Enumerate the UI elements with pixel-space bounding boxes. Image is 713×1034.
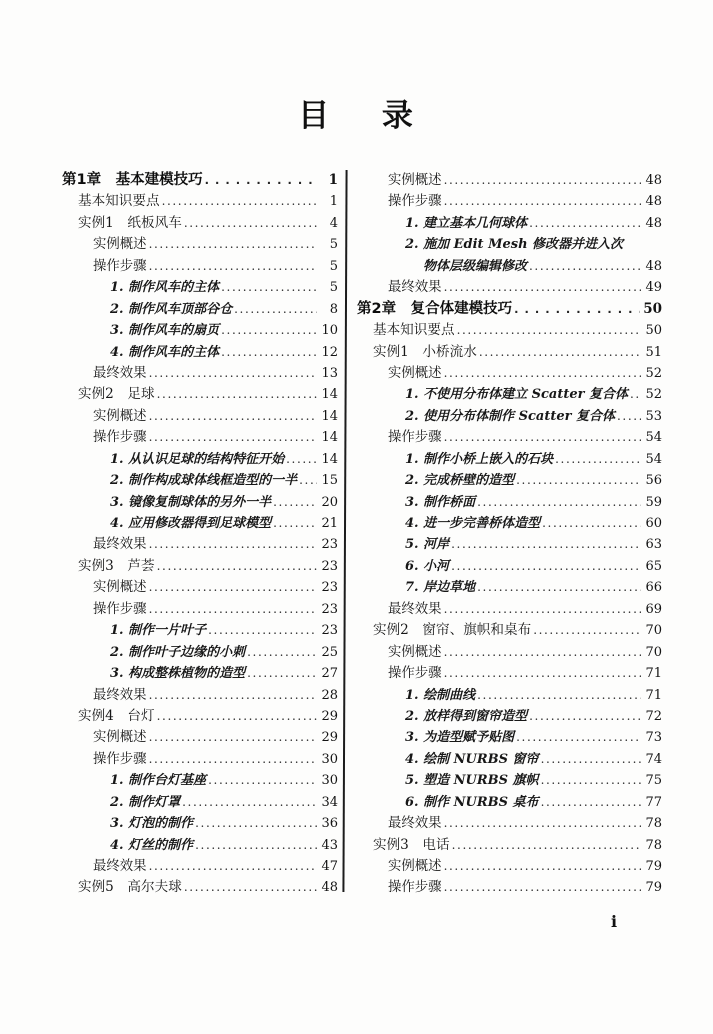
- toc-entry: [357, 427, 662, 448]
- toc-entry: [62, 770, 338, 791]
- toc-entry-title: 实例1 小桥流水: [373, 343, 477, 360]
- dot-leader: [630, 384, 641, 405]
- toc-entry-title: 1. 制作一片叶子: [110, 623, 207, 639]
- dot-leader: [149, 685, 317, 706]
- toc-entry-title: 2. 制作叶子边缘的小刺: [110, 644, 246, 660]
- dot-leader: [149, 599, 317, 620]
- dot-leader: [533, 620, 641, 641]
- dot-leader: [477, 492, 641, 513]
- toc-entry-title: 2. 完成桥壁的造型: [405, 473, 515, 489]
- dot-leader: [149, 534, 317, 555]
- toc-entry-page: 77: [645, 794, 662, 810]
- dot-leader: [149, 856, 317, 877]
- toc-entry-page: 30: [321, 751, 338, 767]
- dot-leader: [452, 835, 641, 856]
- toc-entry-page: 29: [321, 730, 338, 746]
- toc-entry: [62, 470, 338, 491]
- toc-entry-page: 20: [321, 494, 338, 510]
- toc-entry: [357, 234, 662, 255]
- toc-entry-title: 最终效果: [93, 859, 147, 874]
- dot-leader: [477, 577, 641, 598]
- toc-entry-page: 56: [645, 473, 662, 489]
- toc-entry-title: 2. 制作灯罩: [110, 794, 181, 810]
- toc-entry-title: 实例概述: [93, 408, 147, 424]
- toc-entry-page: 1: [328, 172, 338, 188]
- toc-entry: [357, 449, 662, 470]
- toc-entry: [357, 384, 662, 405]
- toc-entry: [357, 213, 662, 234]
- toc-entry-page: 23: [321, 580, 338, 596]
- toc-entry-title: 2. 制作风车顶部谷仓: [110, 301, 233, 317]
- toc-entry-title: 操作步骤: [93, 601, 147, 617]
- toc-entry-title: 4. 绘制 NURBS 窗帘: [405, 751, 539, 767]
- toc-entry-title: 4. 灯丝的制作: [110, 837, 194, 853]
- dot-leader: [149, 256, 317, 277]
- dot-leader: [444, 877, 641, 898]
- toc-entry-page: 48: [645, 173, 662, 188]
- toc-entry: [357, 320, 662, 341]
- toc-entry-title: 第1章 基本建模技巧: [62, 172, 203, 188]
- dot-leader: [541, 749, 641, 770]
- toc-entry: [62, 342, 338, 363]
- toc-entry-title: 1. 制作台灯基座: [110, 773, 207, 789]
- toc-entry: [62, 234, 338, 255]
- toc-entry-title: 1. 制作小桥上嵌入的石块: [405, 451, 554, 467]
- toc-entry-page: 5: [329, 258, 338, 274]
- toc-entry: [357, 492, 662, 513]
- dot-leader: [157, 706, 317, 727]
- toc-entry: [62, 363, 338, 384]
- toc-entry-page: 34: [321, 794, 338, 810]
- toc-entry: [62, 792, 338, 813]
- toc-entry-page: 54: [645, 430, 662, 446]
- toc-entry-title: 实例2 窗帘、旗帜和桌布: [373, 622, 532, 639]
- toc-entry-page: 60: [645, 516, 662, 531]
- toc-entry-page: 14: [321, 451, 338, 467]
- toc-entry: [357, 513, 662, 534]
- toc-entry: [62, 856, 338, 877]
- toc-entry: [62, 534, 338, 555]
- toc-entry: [62, 599, 338, 620]
- dot-leader: [149, 234, 317, 255]
- toc-entry-title: 4. 应用修改器得到足球模型: [110, 516, 272, 531]
- toc-entry-title: 实例5 高尔夫球: [78, 879, 182, 896]
- toc-entry-page: 49: [645, 280, 662, 296]
- dot-leader: [444, 599, 641, 620]
- dot-leader: [444, 642, 641, 663]
- toc-entry-title: 3. 构成整株植物的造型: [110, 666, 246, 682]
- toc-entry: [62, 877, 338, 898]
- toc-entry-title: 3. 制作风车的扇页: [110, 323, 220, 339]
- toc-entry: [357, 727, 662, 748]
- toc-entry-title: 3. 镜像复制球体的另外一半: [110, 494, 272, 510]
- toc-entry-title: 最终效果: [388, 280, 442, 296]
- toc-entry-title: 操作步骤: [388, 880, 442, 896]
- toc-entry-title: 第2章 复合体建模技巧: [357, 300, 513, 317]
- toc-entry: [62, 492, 338, 513]
- toc-entry: [357, 534, 662, 555]
- toc-entry-title: 1. 制作风车的主体: [110, 280, 220, 296]
- toc-entry: [62, 513, 338, 534]
- dot-leader: [541, 770, 641, 791]
- toc-entry-title: 最终效果: [93, 365, 147, 381]
- toc-entry-page: 51: [645, 344, 662, 360]
- dot-leader: [184, 877, 317, 898]
- toc-entry: [62, 384, 338, 405]
- toc-entry: [357, 299, 662, 320]
- dot-leader: [149, 427, 317, 448]
- dot-leader: [479, 342, 641, 363]
- toc-entry-title: 最终效果: [93, 687, 147, 703]
- toc-entry-page: 59: [645, 494, 662, 510]
- toc-entry-page: 72: [645, 708, 662, 724]
- toc-entry-page: 71: [645, 687, 662, 703]
- dot-leader: [444, 813, 641, 834]
- page-title: 目 录: [298, 98, 415, 134]
- toc-entry-page: 79: [645, 880, 662, 896]
- toc-entry-page: 66: [645, 580, 662, 596]
- dot-leader: [234, 299, 317, 320]
- toc-entry-page: 48: [645, 194, 662, 210]
- toc-entry-title: 最终效果: [93, 537, 147, 553]
- toc-entry-title: 操作步骤: [93, 430, 147, 446]
- toc-entry: [357, 770, 662, 791]
- toc-entry-title: 操作步骤: [388, 430, 442, 446]
- toc-entry: [62, 813, 338, 834]
- dot-leader: [444, 427, 641, 448]
- toc-entry-page: 23: [321, 558, 338, 574]
- toc-entry-title: 实例2 足球: [78, 386, 155, 403]
- toc-entry: [357, 856, 662, 877]
- toc-entry: [357, 663, 662, 684]
- toc-entry-page: 79: [645, 859, 662, 874]
- toc-entry-title: 实例3 电话: [373, 836, 450, 853]
- dot-leader: [529, 213, 641, 234]
- toc-entry-page: 5: [329, 280, 338, 296]
- dot-leader: [516, 727, 641, 748]
- column-divider: [342, 170, 348, 892]
- toc-entry-page: 21: [321, 516, 338, 531]
- toc-entry-page: 8: [329, 301, 338, 317]
- toc-entry: [357, 792, 662, 813]
- dot-leader: [149, 749, 317, 770]
- toc-entry-page: 23: [321, 623, 338, 639]
- toc-entry: [357, 406, 662, 427]
- toc-entry: [357, 706, 662, 727]
- toc-entry: [62, 749, 338, 770]
- toc-entry: [62, 685, 338, 706]
- toc-entry-title: 3. 为造型赋予贴图: [405, 730, 515, 746]
- dot-leader: [162, 191, 317, 212]
- toc-entry: [62, 556, 338, 577]
- toc-entry-title: 实例概述: [388, 644, 442, 660]
- toc-entry: [357, 620, 662, 641]
- dot-leader: [184, 213, 317, 234]
- dot-leader: [516, 470, 641, 491]
- toc-entry-page: 15: [321, 473, 338, 489]
- dot-leader: [157, 556, 317, 577]
- dot-leader: [149, 406, 317, 427]
- dot-leader: [444, 363, 641, 384]
- toc-entry: [62, 256, 338, 277]
- toc-entry-title: 物体层级编辑修改: [423, 258, 528, 274]
- toc-entry: [357, 577, 662, 598]
- toc-entry-title: 2. 放样得到窗帘造型: [405, 708, 528, 724]
- toc-entry: [62, 706, 338, 727]
- dot-leader: [444, 277, 641, 298]
- dot-leader: [273, 513, 317, 534]
- toc-entry-page: 74: [645, 751, 662, 767]
- toc-entry: [357, 877, 662, 898]
- toc-entry-page: 48: [645, 215, 662, 231]
- toc-entry: [62, 299, 338, 320]
- dot-leader: [221, 342, 317, 363]
- toc-entry-title: 5. 塑造 NURBS 旗帜: [405, 773, 539, 789]
- toc-entry-page: 50: [645, 323, 662, 339]
- toc-entry-title: 2. 使用分布体制作 Scatter 复合体: [405, 408, 616, 424]
- toc-entry-title: 实例概述: [388, 365, 442, 381]
- toc-entry-title: 4. 制作风车的主体: [110, 344, 220, 360]
- toc-entry-title: 实例概述: [93, 580, 147, 596]
- toc-entry-page: 10: [321, 323, 338, 339]
- dot-leader: [157, 384, 317, 405]
- toc-entry-page: 28: [321, 687, 338, 703]
- toc-entry-page: 12: [321, 344, 338, 360]
- toc-entry-page: 29: [321, 708, 338, 724]
- toc-entry-page: 53: [645, 408, 662, 424]
- toc-entry-page: 70: [645, 644, 662, 660]
- toc-entry: [62, 663, 338, 684]
- dot-leader: [444, 170, 641, 191]
- toc-entry-page: 48: [321, 880, 338, 896]
- toc-entry-page: 5: [329, 237, 338, 253]
- toc-entry: [62, 170, 338, 191]
- toc-entry-page: 25: [321, 644, 338, 660]
- dot-leader: [444, 191, 641, 212]
- toc-entry: [357, 470, 662, 491]
- toc-entry: [62, 620, 338, 641]
- dot-leader: [221, 320, 317, 341]
- toc-entry-page: 14: [321, 408, 338, 424]
- toc-entry-page: 4: [329, 215, 338, 231]
- dot-leader: [451, 556, 641, 577]
- toc-entry: [62, 449, 338, 470]
- toc-entry-page: 65: [645, 558, 662, 574]
- toc-entry-page: 1: [329, 194, 338, 210]
- toc-entry: [357, 813, 662, 834]
- toc-entry-page: 14: [321, 387, 338, 403]
- toc-entry-title: 基本知识要点: [373, 322, 455, 339]
- toc-entry: [357, 556, 662, 577]
- toc-entry-page: 69: [645, 601, 662, 617]
- toc-entry-title: 4. 进一步完善桥体造型: [405, 516, 541, 531]
- toc-entry-title: 最终效果: [388, 816, 442, 832]
- toc-entry-title: 1. 从认识足球的结构特征开始: [110, 451, 285, 467]
- toc-entry-page: 14: [321, 430, 338, 446]
- toc-entry: [357, 170, 662, 191]
- toc-entry: [357, 256, 662, 277]
- toc-entry-title: 实例概述: [93, 730, 147, 746]
- toc-entry-page: 73: [645, 730, 662, 746]
- toc-entry-title: 7. 岸边草地: [405, 580, 476, 596]
- toc-entry: [62, 277, 338, 298]
- toc-entry: [357, 342, 662, 363]
- dot-leader: [195, 835, 317, 856]
- toc-entry-page: 52: [645, 365, 662, 381]
- toc-entry-page: 75: [645, 773, 662, 789]
- toc-entry-title: 操作步骤: [388, 666, 442, 682]
- toc-entry-page: 23: [321, 601, 338, 617]
- dot-leader: [299, 470, 317, 491]
- dot-leader: [541, 792, 641, 813]
- toc-entry-page: 13: [321, 365, 338, 381]
- toc-entry: [357, 191, 662, 212]
- toc-entry-page: 70: [645, 623, 662, 639]
- dot-leader: [205, 170, 317, 191]
- toc-entry-title: 操作步骤: [93, 258, 147, 274]
- toc-entry-title: 1. 建立基本几何球体: [405, 215, 528, 231]
- toc-entry: [62, 577, 338, 598]
- toc-entry-page: 23: [321, 537, 338, 553]
- toc-entry-title: 3. 制作桥面: [405, 494, 476, 510]
- toc-entry: [357, 363, 662, 384]
- dot-leader: [542, 513, 641, 534]
- dot-leader: [208, 620, 317, 641]
- dot-leader: [247, 663, 317, 684]
- toc-entry-title: 最终效果: [388, 601, 442, 617]
- dot-leader: [149, 577, 317, 598]
- toc-right-column: [357, 170, 662, 899]
- toc-left-column: [62, 170, 338, 899]
- toc-entry-title: 实例概述: [93, 237, 147, 253]
- dot-leader: [221, 277, 317, 298]
- toc-entry: [62, 191, 338, 212]
- toc-entry-page: 63: [645, 537, 662, 553]
- dot-leader: [286, 449, 317, 470]
- toc-entry-page: 47: [321, 859, 338, 874]
- toc-entry-title: 操作步骤: [388, 194, 442, 210]
- toc-entry-title: 实例4 台灯: [78, 707, 155, 724]
- toc-entry-page: 78: [645, 816, 662, 832]
- toc-entry: [357, 685, 662, 706]
- toc-entry-page: 48: [645, 258, 662, 274]
- toc-entry: [62, 727, 338, 748]
- toc-entry-title: 5. 河岸: [405, 537, 450, 553]
- toc-entry-title: 6. 小河: [405, 558, 450, 574]
- toc-entry-title: 2. 制作构成球体线框造型的一半: [110, 473, 298, 489]
- dot-leader: [149, 727, 317, 748]
- dot-leader: [182, 792, 317, 813]
- toc-entry: [62, 427, 338, 448]
- toc-entry-title: 2. 施加 Edit Mesh 修改器并进入次: [405, 237, 624, 253]
- dot-leader: [208, 770, 317, 791]
- toc-entry-page: 54: [645, 451, 662, 467]
- toc-entry-page: 52: [645, 387, 662, 403]
- toc-entry-page: 27: [321, 666, 338, 682]
- dot-leader: [444, 856, 641, 877]
- toc-entry: [357, 835, 662, 856]
- dot-leader: [444, 663, 641, 684]
- toc-entry-title: 实例3 芦荟: [78, 557, 155, 574]
- toc-entry-page: 43: [321, 837, 338, 853]
- toc-entry: [62, 213, 338, 234]
- dot-leader: [195, 813, 317, 834]
- toc-entry: [357, 749, 662, 770]
- toc-entry-page: 78: [645, 837, 662, 853]
- toc-entry-page: 71: [645, 666, 662, 682]
- toc-entry: [62, 406, 338, 427]
- toc-entry-page: 36: [321, 816, 338, 832]
- toc-entry-title: 1. 绘制曲线: [405, 687, 476, 703]
- toc-entry: [357, 277, 662, 298]
- toc-entry-title: 6. 制作 NURBS 桌布: [405, 794, 539, 810]
- dot-leader: [149, 363, 317, 384]
- dot-leader: [457, 320, 641, 341]
- toc-entry-title: 基本知识要点: [78, 193, 160, 210]
- toc-entry: [62, 642, 338, 663]
- dot-leader: [529, 256, 641, 277]
- toc-entry: [62, 835, 338, 856]
- dot-leader: [617, 406, 641, 427]
- dot-leader: [514, 299, 640, 320]
- toc-entry-title: 操作步骤: [93, 751, 147, 767]
- dot-leader: [529, 706, 641, 727]
- toc-entry-title: 实例概述: [388, 173, 442, 188]
- dot-leader: [247, 642, 317, 663]
- dot-leader: [477, 685, 641, 706]
- dot-leader: [273, 492, 317, 513]
- toc-entry: [357, 642, 662, 663]
- dot-leader: [555, 449, 641, 470]
- page-number-footer: i: [611, 912, 618, 931]
- toc-entry: [62, 320, 338, 341]
- toc-entry-page: 50: [643, 300, 662, 317]
- toc-entry: [357, 599, 662, 620]
- toc-entry-page: 30: [321, 773, 338, 789]
- toc-entry-title: 1. 不使用分布体建立 Scatter 复合体: [405, 387, 629, 403]
- toc-entry-title: 实例概述: [388, 859, 442, 874]
- toc-entry-title: 3. 灯泡的制作: [110, 816, 194, 832]
- dot-leader: [451, 534, 641, 555]
- toc-entry-title: 实例1 纸板风车: [78, 214, 182, 231]
